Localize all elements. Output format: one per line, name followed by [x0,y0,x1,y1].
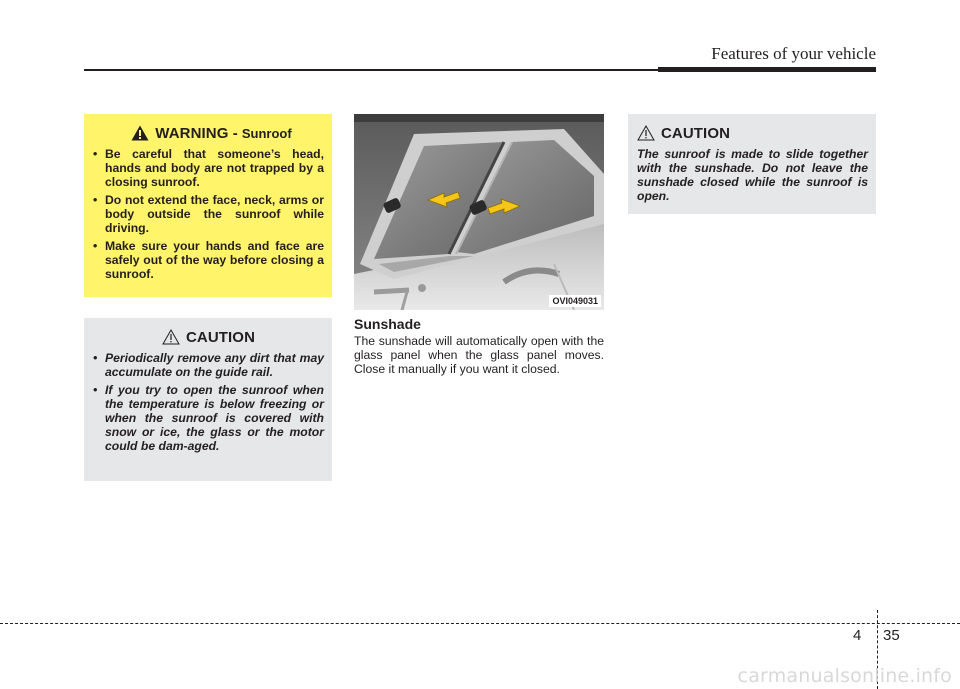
warning-triangle-icon [131,125,149,141]
chapter-number: 4 [853,627,862,644]
figure-code: OVI049031 [549,295,601,307]
caution-text: The sunroof is made to slide together with the sunshade. Do not leave the sunshade closed while the sunroof is open. [637,147,868,203]
warning-box [84,114,332,297]
warning-heading [93,124,324,142]
page-header-title: Features of your vehicle [711,44,876,63]
caution-heading [637,124,868,142]
caution-triangle-icon [637,125,655,141]
sunroof-illustration [354,114,604,310]
warning-item: • Make sure your hands and face are safely out of the way before closing a sunroof. [93,239,324,281]
caution-label: CAUTION [185,328,256,346]
warning-item: • Be careful that someone’s head, hands and body are not trapped by a closing sunroof. [93,147,324,189]
warning-list [93,147,324,281]
warning-label: WARNING - [155,124,238,142]
footer-dashed-rule [0,623,960,624]
caution-box-guide-rail [84,318,332,481]
warning-topic: Sunroof [241,125,292,141]
section-title-sunshade: Sunshade [354,316,421,332]
caution-item: • If you try to open the sunroof when the temperature is below freezing or when the sunroof is covered with snow or ice, the glass or the motor could be dam-aged. [93,383,324,453]
section-body-sunshade: The sunshade will automatically open with the glass panel when the glass panel moves. Close it manually if you want it closed. [354,334,604,376]
sunroof-photo [354,114,604,310]
warning-item: • Do not extend the face, neck, arms or body outside the sunroof while driving. [93,193,324,235]
caution-list [93,351,324,453]
page-number: 35 [883,627,900,644]
header-rule-accent [658,67,876,72]
watermark: carmanualsonline.info [737,665,952,687]
caution-triangle-icon [162,329,180,345]
caution-heading [93,328,324,346]
caution-item: • Periodically remove any dirt that may accumulate on the guide rail. [93,351,324,379]
caution-box-sunshade [628,114,876,214]
caution-label: CAUTION [661,124,731,142]
